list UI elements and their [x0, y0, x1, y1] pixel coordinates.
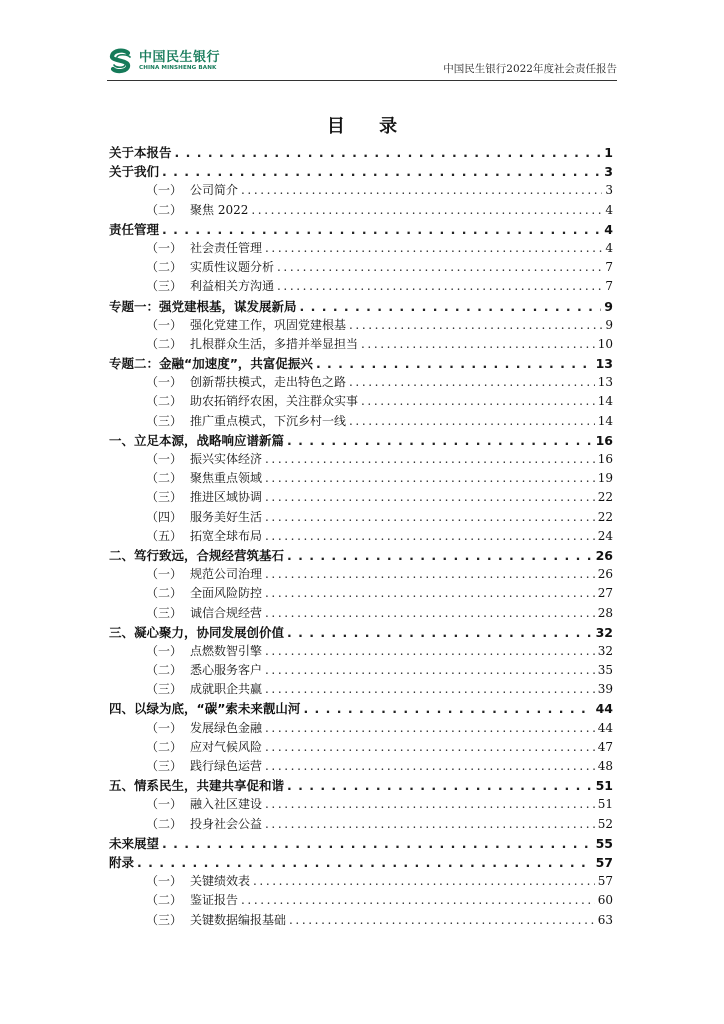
toc-section-entry[interactable] — [109, 584, 613, 603]
toc-entry-title: 专题二：金融“加速度”，共富促振兴 — [109, 356, 313, 372]
toc-section-entry[interactable] — [109, 392, 613, 411]
toc-entry-page-number: 47 — [597, 739, 613, 754]
toc-entry-page-number: 27 — [597, 586, 613, 601]
dot-leader — [277, 260, 602, 274]
page-header — [107, 48, 617, 78]
toc-entry-number: （三） — [146, 682, 183, 697]
toc-entry-title: 服务美好生活 — [190, 509, 263, 524]
toc-entry-page-number: 14 — [597, 394, 613, 409]
toc-entry-page-number: 3 — [605, 183, 613, 198]
toc-entry-number: （二） — [146, 471, 183, 486]
toc-entry-page-number: 10 — [597, 336, 613, 351]
toc-entry-number: （一） — [146, 183, 183, 198]
toc-heading: 目 录 — [326, 116, 412, 137]
toc-section-entry[interactable] — [109, 719, 613, 738]
toc-entry-page-number: 52 — [597, 816, 613, 831]
toc-entry-page-number: 48 — [597, 759, 613, 773]
toc-entry-title: 责任管理 — [109, 221, 160, 237]
toc-section-entry[interactable] — [109, 872, 613, 891]
toc-section-entry[interactable] — [109, 469, 613, 488]
dot-leader — [361, 394, 595, 408]
toc-section-entry[interactable] — [109, 508, 613, 527]
toc-entry-page-number: 55 — [595, 835, 613, 851]
toc-chapter-entry[interactable] — [109, 220, 613, 239]
dot-leader — [162, 222, 601, 237]
toc-section-entry[interactable] — [109, 335, 613, 354]
toc-section-entry[interactable] — [109, 891, 613, 910]
toc-entry-page-number: 9 — [605, 317, 613, 332]
toc-entry-title: 点燃数智引擎 — [190, 643, 263, 658]
toc-section-entry[interactable] — [109, 488, 613, 507]
toc-section-entry[interactable] — [109, 373, 613, 392]
toc-entry-number: （二） — [146, 260, 183, 275]
toc-entry-number: （一） — [146, 317, 183, 332]
toc-entry-number: （一） — [146, 375, 183, 390]
dot-leader — [265, 452, 595, 466]
toc-entry-title: 五、情系民生，共建共享促和谐 — [109, 778, 285, 794]
toc-entry-number: （二） — [146, 202, 183, 217]
toc-entry-page-number: 9 — [604, 298, 613, 314]
toc-entry-title: 附录 — [109, 854, 135, 870]
bank-logo — [107, 48, 220, 74]
dot-leader — [265, 529, 595, 543]
toc-entry-title: 融入社区建设 — [190, 797, 263, 812]
dot-leader — [289, 913, 595, 927]
toc-section-entry[interactable] — [109, 738, 613, 757]
report-title: 中国民生银行2022年度社会责任报告 — [443, 63, 617, 75]
toc-entry-title: 振兴实体经济 — [190, 452, 263, 466]
toc-section-entry[interactable] — [109, 412, 613, 431]
dot-leader — [251, 203, 602, 217]
toc-entry-title: 二、笃行致远，合规经营筑基石 — [109, 547, 285, 563]
toc-entry-number: （二） — [146, 893, 183, 908]
toc-section-entry[interactable] — [109, 795, 613, 814]
toc-entry-page-number: 26 — [597, 567, 613, 582]
toc-entry-number: （一） — [146, 874, 183, 889]
toc-entry-number: （三） — [146, 413, 183, 428]
toc-entry-page-number: 57 — [595, 854, 613, 870]
toc-entry-page-number: 1 — [604, 145, 613, 160]
toc-entry-title: 创新帮扶模式，走出特色之路 — [190, 375, 347, 390]
dot-leader — [137, 855, 593, 870]
toc-chapter-entry[interactable] — [109, 834, 613, 853]
toc-chapter-entry[interactable] — [109, 297, 613, 316]
toc-section-entry[interactable] — [109, 527, 613, 546]
toc-entry-number: （一） — [146, 720, 183, 735]
toc-entry-title: 拓宽全球布局 — [190, 528, 263, 543]
toc-entry-page-number: 13 — [595, 356, 613, 372]
toc-chapter-entry[interactable] — [109, 699, 613, 718]
toc-entry-page-number: 26 — [595, 547, 613, 563]
dot-leader — [162, 164, 601, 179]
toc-entry-page-number: 14 — [597, 413, 613, 428]
toc-entry-page-number: 16 — [597, 452, 613, 466]
dot-leader — [349, 414, 595, 428]
toc-entry-title: 全面风险防控 — [190, 586, 263, 601]
logo-chinese-name: 中国民生银行 — [139, 49, 221, 65]
toc-entry-number: （三） — [146, 759, 183, 773]
toc-section-entry[interactable] — [109, 642, 613, 661]
toc-section-entry[interactable] — [109, 277, 613, 296]
toc-entry-title: 投身社会公益 — [190, 816, 263, 831]
toc-entry-page-number: 32 — [595, 624, 613, 640]
toc-entry-page-number: 28 — [597, 605, 613, 620]
toc-entry-page-number: 22 — [597, 509, 613, 524]
toc-entry-title: 三、凝心聚力，协同发展创价值 — [109, 624, 285, 640]
dot-leader — [265, 740, 595, 754]
toc-chapter-entry[interactable] — [109, 431, 613, 450]
dot-leader — [349, 318, 602, 332]
toc-entry-number: （一） — [146, 452, 183, 466]
toc-chapter-entry[interactable] — [109, 354, 613, 373]
toc-entry-title: 一、立足本源，战略响应谱新篇 — [109, 432, 285, 448]
toc-entry-page-number: 22 — [597, 490, 613, 505]
dot-leader — [287, 548, 593, 563]
toc-entry-number: （三） — [146, 279, 183, 294]
toc-entry-page-number: 35 — [597, 663, 613, 678]
toc-section-entry[interactable] — [109, 258, 613, 277]
dot-leader — [287, 625, 593, 640]
toc-entry-page-number: 44 — [597, 720, 613, 735]
toc-section-entry[interactable] — [109, 604, 613, 623]
toc-chapter-entry[interactable] — [109, 623, 613, 642]
toc-entry-page-number: 3 — [604, 164, 613, 180]
toc-entry-title: 扎根群众生活，多措并举显担当 — [190, 336, 359, 351]
dot-leader — [253, 874, 595, 888]
toc-entry-title: 悉心服务客户 — [190, 663, 263, 678]
dot-leader — [277, 279, 602, 293]
toc-entry-number: （一） — [146, 797, 183, 812]
toc-entry-page-number: 16 — [595, 432, 613, 448]
toc-section-entry[interactable] — [109, 911, 613, 930]
dot-leader — [265, 797, 595, 811]
toc-chapter-entry[interactable] — [109, 143, 613, 162]
toc-entry-page-number: 39 — [597, 682, 613, 697]
toc-entry-title: 推进区域协调 — [190, 490, 263, 505]
dot-leader — [265, 567, 595, 581]
toc-entry-number: （二） — [146, 394, 183, 409]
dot-leader — [162, 836, 593, 851]
toc-entry-number: （四） — [146, 509, 183, 524]
toc-entry-number: （三） — [146, 912, 183, 927]
toc-entry-title: 强化党建工作，巩固党建根基 — [190, 317, 347, 332]
toc-entry-title: 发展绿色金融 — [190, 720, 263, 735]
toc-entry-number: （三） — [146, 605, 183, 620]
toc-entry-page-number: 51 — [595, 778, 613, 794]
table-of-contents — [109, 143, 613, 930]
toc-entry-title: 关于本报告 — [109, 145, 172, 160]
toc-entry-title: 公司简介 — [190, 183, 239, 198]
toc-chapter-entry[interactable] — [109, 162, 613, 181]
toc-entry-title: 利益相关方沟通 — [190, 279, 275, 294]
header-divider — [107, 80, 617, 81]
dot-leader — [265, 471, 595, 485]
dot-leader — [265, 817, 595, 831]
toc-entry-page-number: 4 — [605, 202, 613, 217]
toc-entry-title: 聚焦重点领域 — [190, 471, 263, 486]
toc-entry-title: 关键绩效表 — [190, 874, 251, 889]
toc-entry-number: （三） — [146, 490, 183, 505]
toc-entry-number: （二） — [146, 586, 183, 601]
dot-leader — [303, 701, 592, 716]
toc-entry-title: 践行绿色运营 — [190, 759, 263, 773]
toc-entry-page-number: 19 — [597, 471, 613, 486]
dot-leader — [349, 375, 595, 389]
toc-entry-page-number: 51 — [597, 797, 613, 812]
dot-leader — [265, 606, 595, 620]
dot-leader — [265, 241, 602, 255]
toc-entry-number: （一） — [146, 240, 183, 255]
toc-entry-title: 聚焦 2022 — [190, 202, 249, 217]
toc-section-entry[interactable] — [109, 565, 613, 584]
toc-entry-page-number: 57 — [597, 874, 613, 889]
toc-entry-number: （二） — [146, 663, 183, 678]
dot-leader — [241, 893, 595, 907]
toc-entry-page-number: 4 — [604, 221, 613, 237]
toc-entry-title: 助农拓销纾农困，关注群众实事 — [190, 394, 359, 409]
dot-leader — [265, 644, 595, 658]
toc-entry-title: 成就职企共赢 — [190, 682, 263, 697]
toc-entry-number: （二） — [146, 739, 183, 754]
toc-entry-page-number: 24 — [597, 528, 613, 543]
toc-entry-title: 未来展望 — [109, 835, 160, 851]
toc-section-entry[interactable] — [109, 815, 613, 834]
toc-section-entry[interactable] — [109, 239, 613, 258]
dot-leader — [265, 682, 595, 696]
toc-chapter-entry[interactable] — [109, 776, 613, 795]
toc-entry-title: 应对气候风险 — [190, 739, 263, 754]
toc-entry-title: 关键数据编报基础 — [190, 912, 287, 927]
toc-entry-page-number: 60 — [597, 893, 613, 908]
toc-entry-page-number: 4 — [605, 240, 613, 255]
dot-leader — [265, 510, 595, 524]
dot-leader — [287, 433, 593, 448]
toc-entry-title: 推广重点模式，下沉乡村一线 — [190, 413, 347, 428]
dot-leader — [265, 721, 595, 735]
dot-leader — [265, 663, 595, 677]
dot-leader — [287, 778, 593, 793]
dot-leader — [265, 586, 595, 600]
toc-section-entry[interactable] — [109, 661, 613, 680]
toc-section-entry[interactable] — [109, 201, 613, 220]
logo-english-name: CHINA MINSHENG BANK — [139, 64, 217, 71]
toc-entry-page-number: 7 — [605, 279, 613, 294]
toc-entry-page-number: 13 — [597, 375, 613, 390]
toc-entry-page-number: 7 — [605, 260, 613, 275]
toc-entry-title: 诚信合规经营 — [190, 605, 263, 620]
toc-entry-number: （二） — [146, 816, 183, 831]
toc-entry-title: 关于我们 — [109, 164, 160, 180]
dot-leader — [300, 299, 602, 314]
toc-section-entry[interactable] — [109, 450, 613, 469]
toc-entry-number: （一） — [146, 643, 183, 658]
dot-leader — [316, 356, 593, 371]
toc-section-entry[interactable] — [109, 181, 613, 200]
toc-section-entry[interactable] — [109, 680, 613, 699]
dot-leader — [265, 490, 595, 504]
toc-chapter-entry[interactable] — [109, 546, 613, 565]
toc-section-entry[interactable] — [109, 316, 613, 335]
toc-entry-page-number: 63 — [597, 912, 613, 927]
minsheng-logo-icon — [107, 48, 135, 74]
dot-leader — [175, 145, 602, 160]
toc-chapter-entry[interactable] — [109, 853, 613, 872]
toc-entry-title: 规范公司治理 — [190, 567, 263, 582]
toc-entry-page-number: 44 — [595, 701, 613, 717]
toc-entry-page-number: 32 — [597, 643, 613, 658]
toc-entry-title: 鉴证报告 — [190, 893, 239, 908]
dot-leader — [241, 183, 602, 197]
toc-entry-title: 社会责任管理 — [190, 240, 263, 255]
toc-entry-number: （五） — [146, 528, 183, 543]
toc-entry-number: （二） — [146, 336, 183, 351]
toc-section-entry[interactable] — [109, 757, 613, 776]
dot-leader — [361, 337, 595, 351]
toc-entry-title: 实质性议题分析 — [190, 260, 275, 275]
toc-entry-number: （一） — [146, 567, 183, 582]
dot-leader — [265, 759, 595, 773]
toc-entry-title: 专题一：强党建根基，谋发展新局 — [109, 298, 297, 314]
toc-entry-title: 四、以绿为底，“碳”索未来靓山河 — [109, 701, 301, 717]
